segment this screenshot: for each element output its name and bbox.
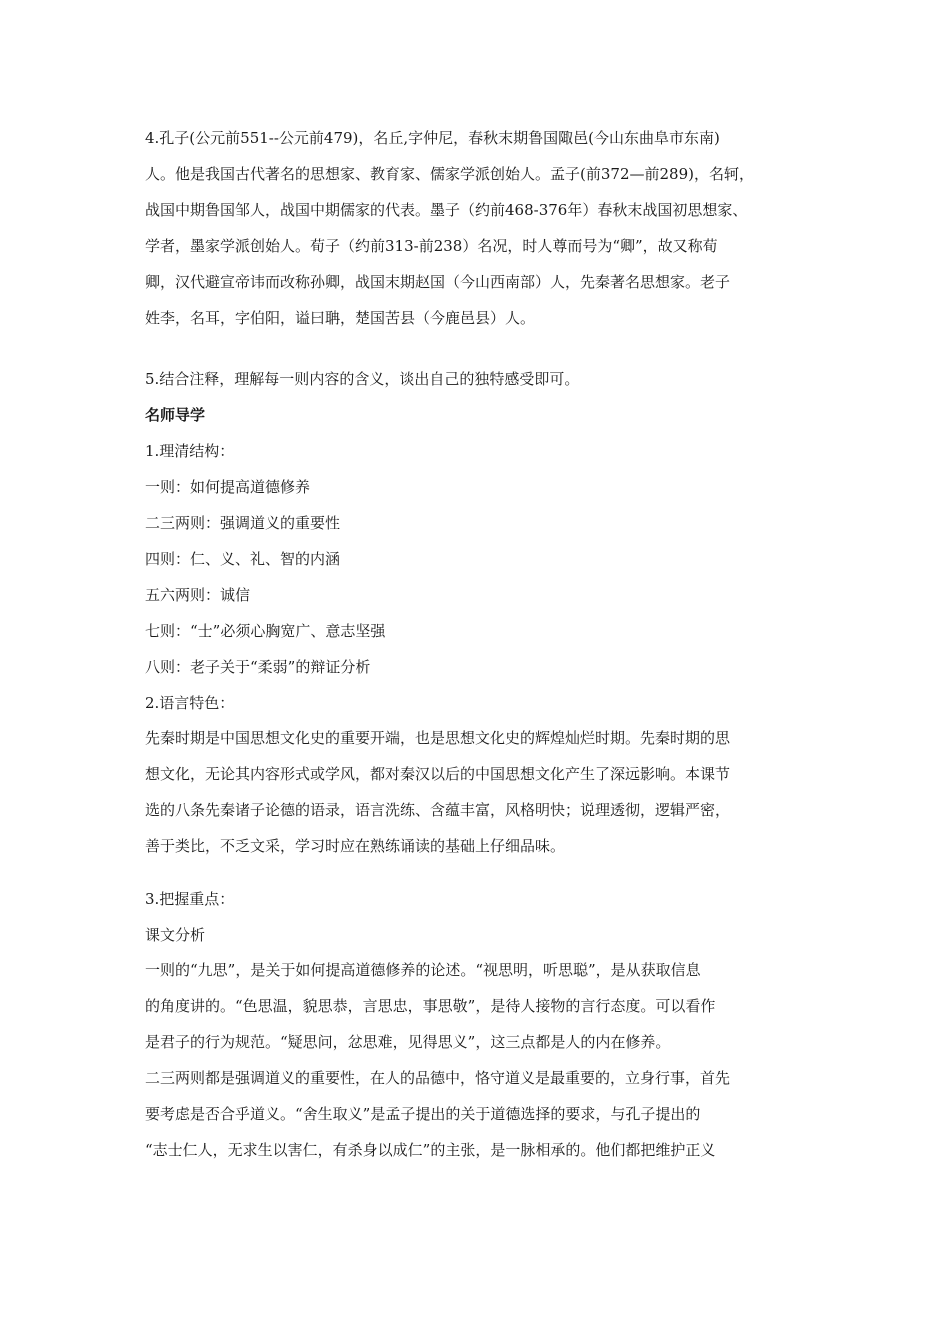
text-line: 二三两则都是强调道义的重要性，在人的品德中，恪守道义是最重要的，立身行事，首先 — [145, 1069, 731, 1087]
section-title: 名师导学 — [145, 406, 206, 424]
text-line: 4.孔子(公元前551--公元前479)，名丘,字仲尼，春秋末期鲁国陬邑(今山东曲阜市东南) — [145, 129, 720, 147]
paragraph-analysis-2 — [145, 1060, 815, 1168]
text-line: 选的八条先秦诸子论德的语录，语言洗练、含蕴丰富，风格明快；说理透彻，逻辑严密， — [145, 801, 731, 819]
structure-item: 七则：“士”必须心胸宽广、意志坚强 — [145, 622, 386, 640]
text-line: 人。他是我国古代著名的思想家、教育家、儒家学派创始人。孟子(前372—前289)，名轲， — [145, 165, 754, 183]
paragraph-item4 — [145, 120, 815, 336]
text-line: “志士仁人，无求生以害仁，有杀身以成仁”的主张，是一脉相承的。他们都把维护正义 — [145, 1141, 716, 1159]
text-line: 善于类比，不乏文采，学习时应在熟练诵读的基础上仔细品味。 — [145, 837, 566, 855]
focus-heading: 3.把握重点： — [145, 890, 235, 908]
structure-item: 四则：仁、义、礼、智的内涵 — [145, 550, 341, 568]
text-line: 的角度讲的。“色思温，貌思恭，言思忠，事思敬”，是待人接物的言行态度。可以看作 — [145, 997, 716, 1015]
paragraph-item5: 5.结合注释，理解每一则内容的含义，谈出自己的独特感受即可。 — [145, 370, 580, 388]
text-line: 想文化，无论其内容形式或学风，都对秦汉以后的中国思想文化产生了深远影响。本课节 — [145, 765, 731, 783]
paragraph-language — [145, 720, 815, 864]
structure-heading: 1.理清结构： — [145, 442, 235, 460]
text-line: 姓李，名耳，字伯阳，谥曰聃，楚国苦县（今鹿邑县）人。 — [145, 309, 536, 327]
paragraph-analysis-1 — [145, 952, 815, 1060]
text-line: 先秦时期是中国思想文化史的重要开端，也是思想文化史的辉煌灿烂时期。先秦时期的思 — [145, 729, 731, 747]
text-line: 学者，墨家学派创始人。荀子（约前313-前238）名况，时人尊而号为“卿”，故又称荀 — [145, 237, 718, 255]
text-line: 战国中期鲁国邹人，战国中期儒家的代表。墨子（约前468-376年）春秋末战国初思想家、 — [145, 201, 748, 219]
text-line: 是君子的行为规范。“疑思问，忿思难，见得思义”，这三点都是人的内在修养。 — [145, 1033, 671, 1051]
structure-item: 五六两则：诚信 — [145, 586, 251, 604]
structure-item: 八则：老子关于“柔弱”的辩证分析 — [145, 658, 371, 676]
structure-item: 一则：如何提高道德修养 — [145, 478, 311, 496]
focus-subheading: 课文分析 — [145, 926, 206, 944]
structure-item: 二三两则：强调道义的重要性 — [145, 514, 341, 532]
text-line: 一则的“九思”，是关于如何提高道德修养的论述。“视思明，听思聪”，是从获取信息 — [145, 961, 701, 979]
language-heading: 2.语言特色： — [145, 694, 235, 712]
text-line: 卿，汉代避宣帝讳而改称孙卿，战国末期赵国（今山西南部）人，先秦著名思想家。老子 — [145, 273, 731, 291]
text-line: 要考虑是否合乎道义。“舍生取义”是孟子提出的关于道德选择的要求，与孔子提出的 — [145, 1105, 701, 1123]
